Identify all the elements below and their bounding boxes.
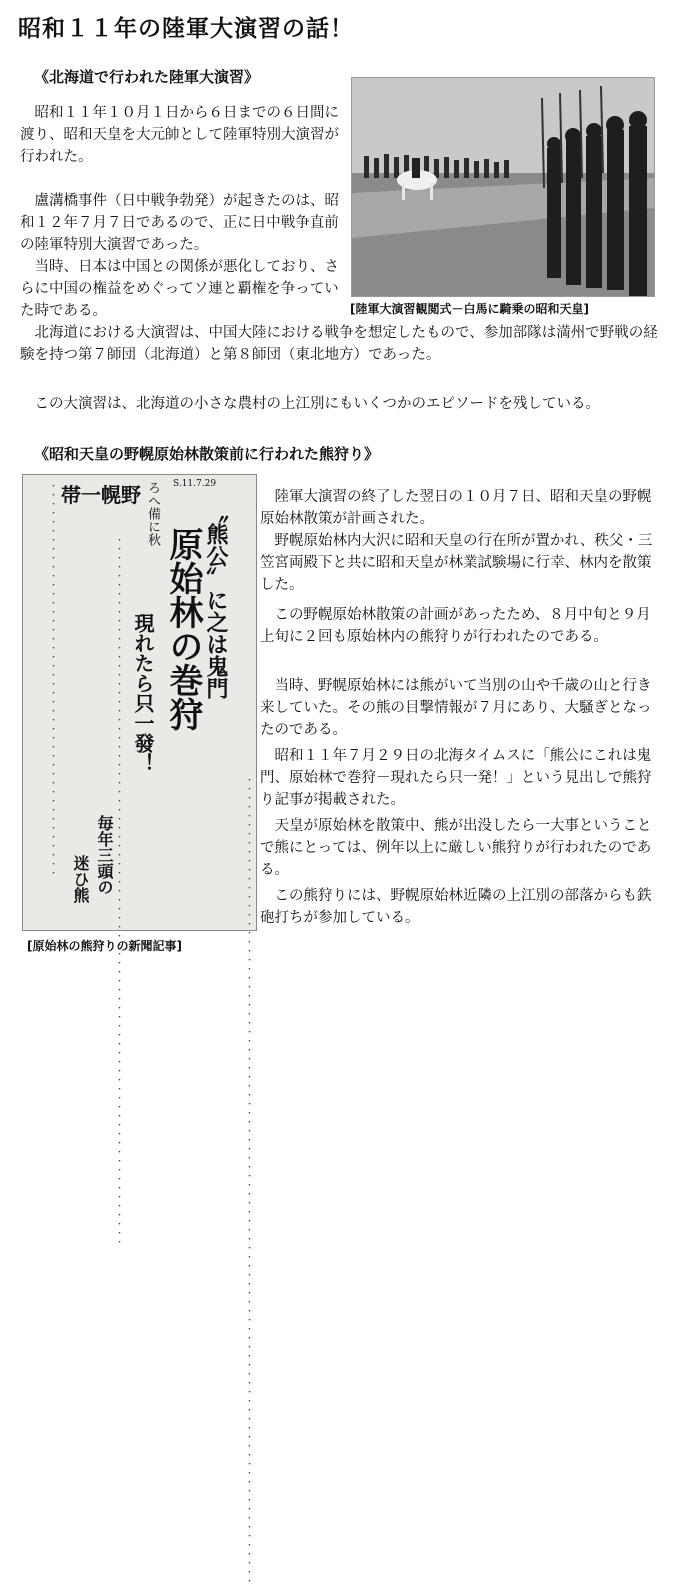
section2-paragraph-6: 天皇が原始林を散策中、熊が出没したら一大事ということで熊にとっては、例年以上に厳しい熊狩りが行われたのである。 — [260, 818, 652, 878]
section2-paragraph-2: 野幌原始林内大沢に昭和天皇の行在所が置かれ、秩父・三笠宮両殿下と共に昭和天皇が林業試験場に行幸、林内を散策した。 — [260, 533, 653, 593]
clipping-headline-2: 原始林の巻狩 — [163, 527, 203, 731]
clipping-fine-print: ・・・・・・・・・・・・・・・・・・・・・・・・・・・・・・・・・・・・・・・・・・・・ — [47, 481, 57, 877]
clipping-subhead-1: 毎年三頭の — [95, 815, 114, 895]
section2-paragraph-1: 陸軍大演習の終了した翌日の１０月７日、昭和天皇の野幌原始林散策が計画された。 — [260, 489, 652, 527]
section1-paragraph-3: 当時、日本は中国との関係が悪化しており、さらに中国の権益をめぐってソ連と覇権を争っていた時である。 — [20, 259, 339, 319]
parade-photo-drawing — [352, 78, 654, 296]
clipping-date: S.11.7.29 — [173, 479, 217, 489]
clipping-body-text-lower: ・・・・・・・・・・・・・・・・・・・・・・・・・・・・・・・・・・・・・・・・・・・・・・・・・・・・・・・・・・・・・・・・・・・・・・・・・・・・・・・・・・・・・・・・・・ — [243, 775, 253, 1585]
section2-heading: 《昭和天皇の野幌原始林散策前に行われた熊狩り》 — [34, 445, 380, 463]
section1-paragraph-1: 昭和１１年１０月１日から６日までの６日間に渡り、昭和天皇を大元帥として陸軍特別大演習が行われた。 — [20, 105, 339, 165]
section1-paragraph-2: 盧溝橋事件（日中戦争勃発）が起きたのは、昭和１２年７月７日であるので、正に日中戦争直前の陸軍特別大演習であった。 — [20, 193, 339, 253]
clipping-headline-1: 〝熊公〟に之は鬼門 — [203, 501, 229, 699]
section1-heading: 《北海道で行われた陸軍大演習》 — [34, 68, 260, 86]
parade-photo — [351, 77, 655, 297]
clipping-body-text: ・・・・・・・・・・・・・・・・・・・・・・・・・・・・・・・・・・・・・・・・・・・・・・・・・・・・・・・・・・・・・・・・・・・・・・・・・・・・・・・ — [113, 535, 123, 1246]
photo-caption: [陸軍大演習観閲式－白馬に騎乗の昭和天皇] — [350, 302, 589, 316]
clipping-masthead: 帯一幌野 — [61, 483, 141, 507]
section2-paragraph-4: 当時、野幌原始林には熊がいて当別の山や千歳の山と行き来していた。その熊の目撃情報が７月にあり、大騒ぎとなったのである。 — [260, 678, 652, 738]
section2-paragraph-5: 昭和１１年７月２９日の北海タイムスに「熊公にこれは鬼門、原始林で巻狩－現れたら只一発！」という見出しで熊狩り記事が掲載された。 — [260, 748, 652, 808]
section1-paragraph-4: 北海道における大演習は、中国大陸における戦争を想定したもので、参加部隊は満州で野戦の経験を持つ第７師団（北海道）と第８師団（東北地方）であった。 — [20, 325, 658, 363]
section2-paragraph-7: この熊狩りには、野幌原始林近隣の上江別の部落からも鉄砲打ちが参加している。 — [260, 888, 652, 926]
page-title: 昭和１１年の陸軍大演習の話！ — [18, 16, 354, 42]
section1-paragraph-5: この大演習は、北海道の小さな農村の上江別にもいくつかのエピソードを残している。 — [34, 396, 600, 412]
section2-paragraph-3: この野幌原始林散策の計画があったため、８月中旬と９月上旬に２回も原始林内の熊狩りが行われたのである。 — [260, 607, 651, 645]
clipping-subhead-2: 迷ひ熊 — [71, 855, 90, 903]
clipping-masthead-small: ろへ備に秋 — [145, 481, 160, 546]
clipping-headline-3: 現れたら只一發！ — [131, 613, 155, 773]
clipping-caption: [原始林の熊狩りの新聞記事] — [27, 939, 182, 953]
